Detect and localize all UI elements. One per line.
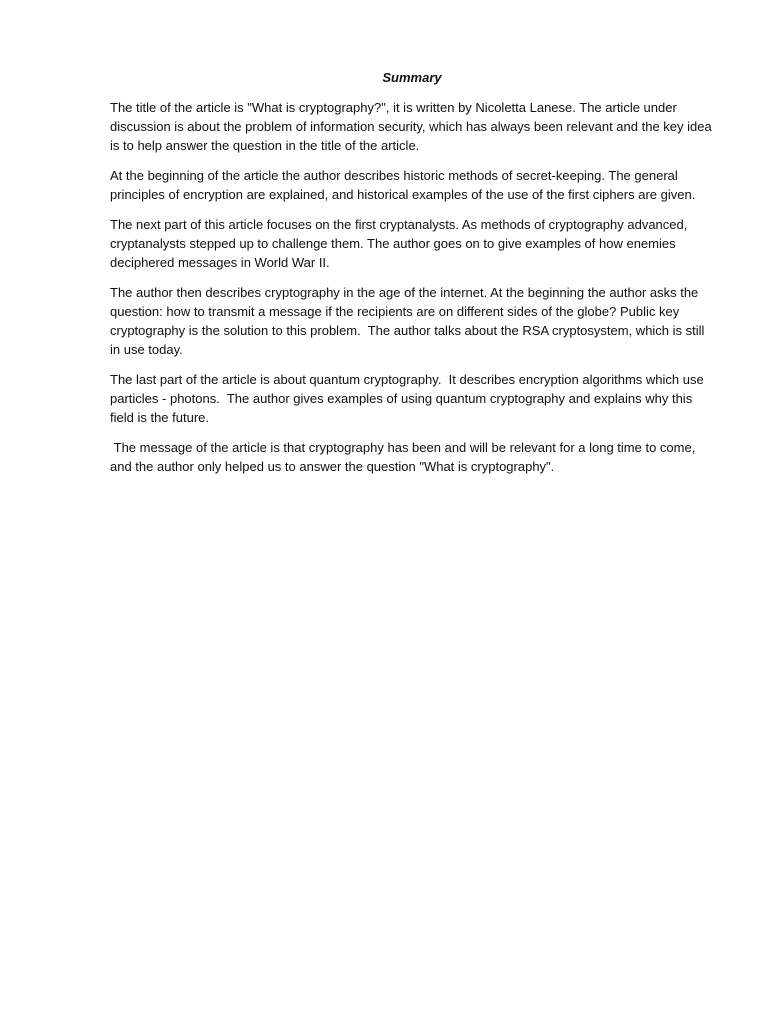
paragraph-intro: The title of the article is "What is cryptography?", it is written by Nicoletta Lanese. The article under discussion is about the problem of information security, which has always been relevant and the key idea is to help answer the question in the title of the article. xyxy=(110,100,716,153)
paragraph-cryptanalysts: The next part of this article focuses on the first cryptanalysts. As methods of cryptography advanced, cryptanalysts stepped up to challenge them. The author goes on to give examples of how enemies deciphered messages in World War II. xyxy=(110,217,691,270)
document-title: Summary xyxy=(382,70,442,85)
paragraph-quantum: The last part of the article is about quantum cryptography. It describes encryption algorithms which use particles - photons. The author gives examples of using quantum cryptography and explains why this field is the future. xyxy=(110,372,708,425)
paragraph-internet-age: The author then describes cryptography in the age of the internet. At the beginning the author asks the question: how to transmit a message if the recipients are on different sides of the globe? Public key cryptography is the solution to this problem. The author talks about the RSA cryptosystem, which is still in use today. xyxy=(110,285,709,357)
paragraph-conclusion: The message of the article is that cryptography has been and will be relevant for a long time to come, and the author only helped us to answer the question "What is cryptography". xyxy=(110,440,699,474)
document-body xyxy=(110,68,714,487)
paragraph-historic-methods: At the beginning of the article the author describes historic methods of secret-keeping. The general principles of encryption are explained, and historical examples of the use of the first ciphers are given. xyxy=(110,168,696,202)
